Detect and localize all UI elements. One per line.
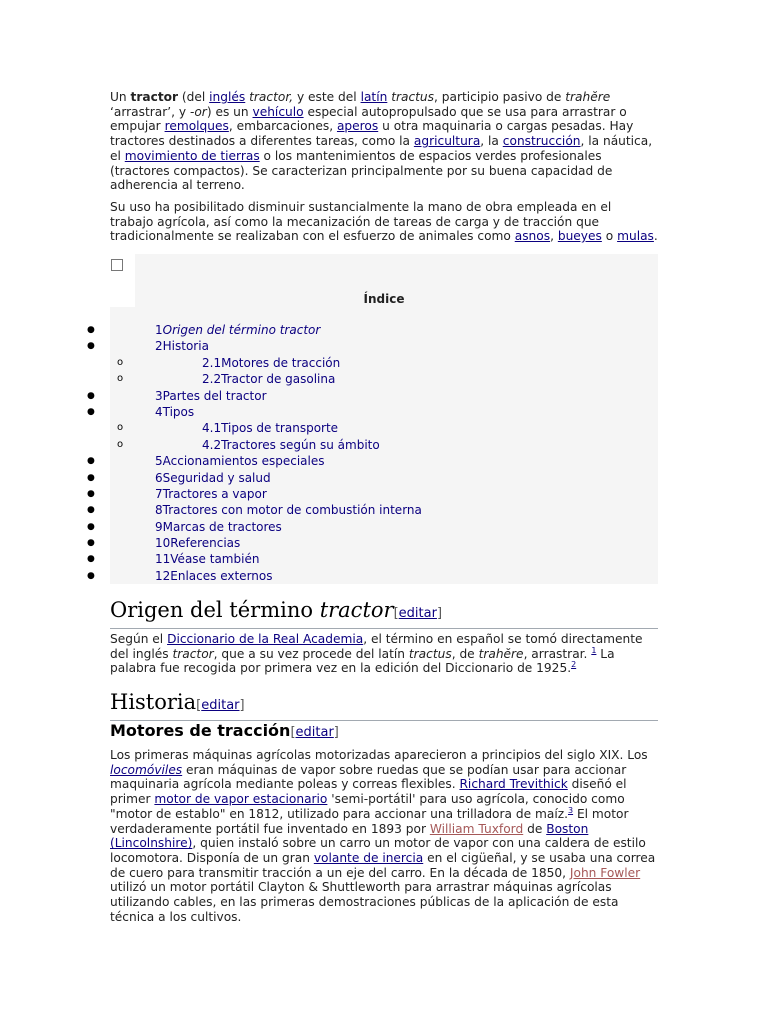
link-john-fowler[interactable]: John Fowler: [569, 865, 641, 880]
text: , participio pasivo de: [434, 90, 566, 104]
bullet-icon: ●: [87, 472, 95, 483]
link-mulas[interactable]: mulas: [617, 229, 654, 244]
bracket: ]: [436, 606, 443, 621]
text: El motor verdaderamente portátil fue inventado en 1893 por: [110, 806, 629, 836]
bracket: [: [290, 725, 296, 740]
reference-3[interactable]: 3: [567, 805, 574, 815]
toc-number: 2.2: [202, 372, 222, 387]
italic-term: tractor,: [249, 90, 294, 104]
text: Según el: [110, 632, 168, 646]
link-construccion[interactable]: construcción: [502, 134, 581, 149]
toc-item[interactable]: [0, 535, 768, 551]
bold-term: tractor: [130, 90, 179, 104]
toc-label[interactable]: Véase también: [170, 552, 260, 567]
link-motor-vapor-estacionario[interactable]: motor de vapor estacionario: [154, 792, 328, 807]
italic-term: trahĕre: [478, 646, 524, 661]
bullet-icon: ●: [87, 554, 95, 565]
intro-paragraph-2: [110, 200, 658, 244]
toc-number: 6: [155, 470, 163, 485]
toc-number: 9: [155, 519, 163, 534]
toc-item[interactable]: [0, 568, 768, 584]
heading-text: Historia: [110, 690, 197, 714]
link-diccionario-rae[interactable]: Diccionario de la Real Academia: [167, 632, 364, 646]
toc-toggle-checkbox[interactable]: [111, 259, 123, 271]
toc-label[interactable]: Tractores con motor de combustión interna: [162, 503, 422, 518]
text: .: [653, 229, 658, 244]
text: 'semi-portátil' para uso agrícola, conocido como "motor de establo" en 1812, utilizado para accionar una trilladora de maíz.: [110, 792, 625, 821]
bullet-icon: ●: [87, 406, 95, 417]
toc-label[interactable]: Tractor de gasolina: [221, 372, 336, 387]
toc-title: Índice: [363, 292, 405, 306]
link-boston-lincolnshire[interactable]: Boston (Lincolnshire): [110, 821, 589, 851]
bullet-icon: ●: [87, 325, 95, 335]
italic-term: tractor: [172, 646, 214, 661]
bullet-icon: ●: [87, 390, 95, 401]
link-vehiculo[interactable]: vehículo: [252, 104, 304, 119]
toc-number: 4: [155, 404, 163, 419]
toc-label[interactable]: Enlaces externos: [170, 568, 273, 583]
article-intro: [110, 90, 658, 251]
text: ‘arrastrar’, y -: [110, 104, 195, 119]
italic-term: tractus: [408, 646, 452, 661]
text: utilizó un motor portátil Clayton & Shuttleworth para arrastrar máquinas agrícolas utilizando cables, en las primeras demostraciones públicas de la aplicación de esta técnica a los cultivos.: [110, 880, 619, 924]
section-heading-historia: [110, 690, 658, 721]
italic-term: trahĕre: [565, 90, 611, 104]
toc-item[interactable]: [0, 486, 768, 502]
text: especial autopropulsado que se usa para arrastrar o empujar: [110, 104, 627, 134]
toc-label[interactable]: Accionamientos especiales: [162, 454, 325, 469]
text: eran máquinas de vapor sobre ruedas que se podían usar para accionar maquinaria agrícola mediante poleas y correas flexibles.: [110, 762, 627, 792]
motores-paragraph: [110, 748, 658, 924]
toc-number: 12: [155, 568, 171, 583]
toc-item[interactable]: [0, 355, 768, 371]
toc-label[interactable]: Origen del término tractor: [162, 323, 321, 337]
text: diseñó el primer: [110, 777, 627, 807]
toc-item[interactable]: [0, 420, 768, 436]
toc-number: 5: [155, 454, 163, 469]
text: y este del: [293, 90, 361, 104]
motores-body: [110, 748, 658, 931]
edit-link[interactable]: editar: [201, 698, 240, 713]
toc-label[interactable]: Tipos de transporte: [221, 421, 339, 436]
text: Su uso ha posibilitado disminuir sustancialmente la mano de obra empleada en el trabajo agrícola, así como la mecanización de tareas de carga y de tracción que tradicionalmente se realizaban con el esfuerzo de animales como: [110, 199, 612, 244]
circle-bullet-icon: o: [117, 438, 124, 450]
text: , la: [480, 134, 503, 149]
toc-item[interactable]: [0, 338, 768, 354]
text: en el cigüeñal, y se usaba una correa de cuero para transmitir tracción a un eje del carro. En la década de 1850,: [110, 850, 656, 880]
bracket: ]: [239, 698, 245, 713]
text: o los mantenimientos de espacios verdes profesionales (tractores compactos). Se caracterizan principalmente por su buena capacidad de adherencia al terreno.: [110, 148, 613, 193]
toc-item[interactable]: [0, 388, 768, 404]
toc-label[interactable]: Marcas de tractores: [162, 519, 282, 534]
text: o: [601, 229, 618, 244]
toc-number: 7: [155, 486, 163, 501]
link-locomoviles[interactable]: locomóviles: [110, 762, 183, 777]
text: , arrastrar.: [523, 646, 592, 661]
bracket: [: [196, 698, 202, 713]
section-heading-origen: [110, 598, 658, 629]
text: , embarcaciones,: [228, 119, 337, 134]
text: Un: [110, 90, 131, 104]
toc-number: 8: [155, 503, 163, 518]
bullet-icon: ●: [87, 521, 95, 532]
edit-link[interactable]: editar: [295, 725, 334, 740]
heading-text: Motores de tracción: [110, 721, 291, 740]
text: Los primeras máquinas agrícolas motorizadas aparecieron a principios del siglo XIX. Los: [110, 748, 648, 762]
text: , que a su vez procede del latín: [213, 646, 409, 661]
toc-label[interactable]: Partes del tractor: [162, 388, 267, 403]
bullet-icon: ●: [87, 505, 95, 516]
text: (del: [178, 90, 210, 104]
text: , quien instaló sobre un carro un motor de vapor con una caldera de estilo locomotora. Disponía de un gran: [110, 836, 646, 865]
heading-italic: tractor: [319, 598, 394, 622]
link-movimiento-de-tierras[interactable]: movimiento de tierras: [124, 148, 260, 163]
toc-number: 2.1: [202, 355, 222, 370]
toc-item[interactable]: [0, 470, 768, 486]
circle-bullet-icon: o: [117, 422, 124, 434]
reference-2[interactable]: 2: [571, 660, 577, 670]
link-volante-de-inercia[interactable]: volante de inercia: [313, 850, 424, 865]
toc-number: 1: [155, 323, 163, 337]
link-remolques[interactable]: remolques: [164, 119, 229, 134]
text: ) es un: [206, 104, 253, 119]
toc-item[interactable]: [0, 551, 768, 567]
toc-item[interactable]: [0, 519, 768, 535]
bullet-icon: ●: [87, 456, 95, 467]
toc-number: 11: [155, 552, 171, 567]
toc-number: 4.2: [202, 437, 222, 452]
bullet-icon: ●: [87, 538, 95, 549]
origen-paragraph: [110, 632, 658, 676]
intro-paragraph-1: [110, 90, 658, 193]
toc-item[interactable]: [0, 453, 768, 469]
bullet-icon: ●: [87, 488, 95, 499]
toc-number: 4.1: [202, 421, 222, 436]
toc-number: 2: [155, 339, 163, 354]
heading-text: Origen del término: [110, 598, 320, 622]
link-latin[interactable]: latín: [360, 90, 388, 104]
circle-bullet-icon: o: [117, 356, 124, 368]
toc-number: 3: [155, 388, 163, 403]
text: ,: [550, 229, 558, 244]
link-agricultura[interactable]: agricultura: [413, 134, 481, 149]
bracket: [: [393, 606, 399, 621]
link-ingles[interactable]: inglés: [209, 90, 246, 104]
toc-item[interactable]: [0, 437, 768, 453]
text: de: [523, 821, 547, 836]
link-richard-trevithick[interactable]: Richard Trevithick: [459, 777, 568, 792]
toc-item[interactable]: [0, 502, 768, 518]
bullet-icon: ●: [87, 570, 95, 581]
text: , el término en español se tomó directamente del inglés: [110, 632, 643, 661]
toc-number: 10: [155, 536, 171, 551]
edit-section-link: [196, 698, 244, 713]
subsection-heading-motores: [110, 721, 658, 740]
toc-item[interactable]: [0, 404, 768, 420]
toc-item[interactable]: [0, 371, 768, 387]
toc-label[interactable]: Tractores según su ámbito: [221, 437, 380, 452]
link-bueyes[interactable]: bueyes: [557, 229, 602, 244]
edit-section-link: [290, 725, 338, 740]
link-asnos[interactable]: asnos: [514, 229, 551, 244]
toc-label[interactable]: Seguridad y salud: [162, 470, 271, 485]
text: , de: [451, 646, 479, 661]
italic-term: or: [194, 104, 207, 119]
edit-link[interactable]: editar: [398, 606, 437, 621]
italic-term: tractus: [391, 90, 434, 104]
edit-section-link: [394, 606, 442, 621]
circle-bullet-icon: o: [117, 373, 124, 385]
bullet-icon: ●: [87, 341, 95, 352]
toc-item[interactable]: [0, 322, 768, 338]
toc-label[interactable]: Motores de tracción: [221, 355, 341, 370]
bracket: ]: [333, 725, 339, 740]
reference-1[interactable]: 1: [591, 645, 597, 655]
toc-label[interactable]: Tipos: [162, 404, 195, 419]
link-william-tuxford[interactable]: William Tuxford: [429, 821, 524, 836]
text: La palabra fue recogida por primera vez en la edición del Diccionario de 1925.: [110, 646, 615, 676]
toc-label[interactable]: Tractores a vapor: [162, 486, 267, 501]
text: u otra maquinaria o cargas pesadas. Hay tractores destinados a diferentes tareas, como la: [110, 119, 634, 149]
link-aperos[interactable]: aperos: [336, 119, 379, 134]
origen-body: [110, 632, 658, 683]
toc-list: [0, 322, 768, 584]
toc-label[interactable]: Referencias: [170, 536, 241, 551]
toc-label[interactable]: Historia: [162, 339, 209, 354]
text: , la náutica, el: [110, 134, 653, 163]
